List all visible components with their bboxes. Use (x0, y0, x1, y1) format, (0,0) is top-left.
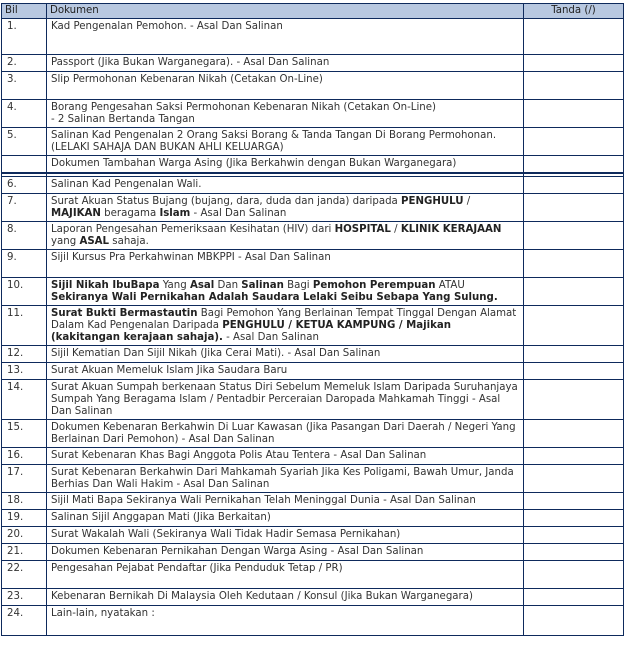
row-number: 24. (2, 605, 47, 635)
document-description (47, 345, 524, 362)
row-number: 16. (2, 447, 47, 464)
tick-cell[interactable] (524, 543, 624, 560)
document-text-bold: Islam (159, 207, 191, 219)
document-description (47, 379, 524, 419)
tick-cell[interactable] (524, 345, 624, 362)
row-number: 22. (2, 560, 47, 588)
document-text: sahaja. (109, 235, 149, 247)
tick-cell[interactable] (524, 72, 624, 100)
table-row (2, 176, 624, 193)
table-row (2, 560, 624, 588)
document-text-line: (LELAKI SAHAJA DAN BUKAN AHLI KELUARGA) (51, 142, 284, 153)
document-text-bold: Asal (189, 279, 215, 291)
row-number: 15. (2, 419, 47, 447)
table-row (2, 447, 624, 464)
document-text: - Asal Dan Salinan (222, 331, 319, 343)
table-row (2, 277, 624, 305)
document-text: Slip Permohonan Kebenaran Nikah (Cetakan On-Line) (51, 74, 323, 85)
document-text: Pengesahan Pejabat Pendaftar (Jika Penduduk Tetap / PR) (51, 562, 343, 574)
document-description (47, 447, 524, 464)
document-text-bold: Salinan (241, 279, 284, 291)
table-row (2, 305, 624, 345)
table-row (2, 221, 624, 249)
tick-cell[interactable] (524, 362, 624, 379)
checklist-table (1, 3, 624, 636)
row-number: 23. (2, 588, 47, 605)
document-text-line: - 2 Salinan Bertanda Tangan (51, 114, 195, 125)
table-row (2, 362, 624, 379)
tick-cell[interactable] (524, 560, 624, 588)
tick-cell[interactable] (524, 176, 624, 193)
row-number: 12. (2, 345, 47, 362)
document-text-bold: ASAL (79, 235, 110, 247)
tick-cell[interactable] (524, 305, 624, 345)
document-description (47, 19, 524, 55)
document-description (47, 55, 524, 72)
document-description (47, 464, 524, 492)
tick-cell[interactable] (524, 492, 624, 509)
document-description (47, 72, 524, 100)
table-header-row (2, 4, 624, 19)
table-row (2, 156, 624, 173)
document-text-bold: Pemohon Perempuan (312, 279, 436, 291)
row-number: 7. (2, 193, 47, 221)
tick-cell[interactable] (524, 221, 624, 249)
document-text-bold: KLINIK KERAJAAN (400, 223, 502, 235)
table-row (2, 100, 624, 128)
document-description (47, 156, 524, 173)
document-description (47, 128, 524, 156)
document-text: yang (51, 235, 80, 247)
document-text: Dan (214, 279, 242, 291)
document-text: Surat Akuan Sumpah berkenaan Status Diri Sebelum Memeluk Islam Daripada Suruhanjaya Sumpah Yang Beragama Islam / Pentadbir Perceraian Daropada Mahkamah Tinggi - Asal Dan Salinan (51, 381, 518, 417)
document-description (47, 509, 524, 526)
document-description (47, 176, 524, 193)
document-text: ATAU (435, 279, 465, 291)
document-text-bold: Sijil Nikah IbuBapa (51, 279, 160, 291)
row-number: 11. (2, 305, 47, 345)
tick-cell[interactable] (524, 464, 624, 492)
table-row (2, 128, 624, 156)
table-row (2, 55, 624, 72)
document-description (47, 526, 524, 543)
document-text: beragama (100, 207, 160, 219)
row-number: 8. (2, 221, 47, 249)
document-text: Yang (159, 279, 190, 291)
document-text-bold: MAJIKAN (51, 207, 101, 219)
document-text: Sijil Mati Bapa Sekiranya Wali Pernikahan Telah Meninggal Dunia - Asal Dan Salinan (51, 494, 476, 506)
row-number: 3. (2, 72, 47, 100)
tick-cell[interactable] (524, 55, 624, 72)
document-text: - Asal Dan Salinan (190, 207, 287, 219)
table-row (2, 464, 624, 492)
document-text-line: Salinan Kad Pengenalan 2 Orang Saksi Borang & Tanda Tangan Di Borang Permohonan. (51, 130, 497, 141)
table-row (2, 492, 624, 509)
row-number: 9. (2, 249, 47, 277)
document-description (47, 305, 524, 345)
document-text: / (463, 195, 471, 207)
header-dokumen: Dokumen (47, 4, 524, 19)
tick-cell[interactable] (524, 509, 624, 526)
table-row (2, 543, 624, 560)
row-number (2, 156, 47, 173)
row-number: 5. (2, 128, 47, 156)
document-description (47, 221, 524, 249)
tick-cell[interactable] (524, 277, 624, 305)
row-number: 14. (2, 379, 47, 419)
row-number: 20. (2, 526, 47, 543)
tick-cell[interactable] (524, 447, 624, 464)
document-text: Kebenaran Bernikah Di Malaysia Oleh Kedutaan / Konsul (Jika Bukan Warganegara) (51, 590, 473, 602)
table-row (2, 588, 624, 605)
row-number: 21. (2, 543, 47, 560)
tick-cell[interactable] (524, 19, 624, 55)
document-text: Sijil Kursus Pra Perkahwinan MBKPPI - Asal Dan Salinan (51, 251, 331, 263)
tick-cell[interactable] (524, 249, 624, 277)
tick-cell[interactable] (524, 100, 624, 128)
document-text: Surat Akuan Status Bujang (bujang, dara, duda dan janda) daripada (51, 195, 402, 207)
document-text: Salinan Sijil Anggapan Mati (Jika Berkaitan) (51, 511, 271, 523)
document-description (47, 605, 524, 635)
document-text: Laporan Pengesahan Pemeriksaan Kesihatan (HIV) dari (51, 223, 335, 235)
header-bil: Bil (2, 4, 47, 19)
tick-cell[interactable] (524, 128, 624, 156)
header-tanda: Tanda (/) (524, 4, 624, 19)
row-number: 1. (2, 19, 47, 55)
document-text: Surat Wakalah Wali (Sekiranya Wali Tidak Hadir Semasa Pernikahan) (51, 528, 401, 540)
checklist-body (2, 19, 624, 636)
document-text: Lain-lain, nyatakan : (51, 607, 155, 619)
row-number: 6. (2, 176, 47, 193)
table-row (2, 509, 624, 526)
document-description (47, 249, 524, 277)
document-description (47, 588, 524, 605)
document-description (47, 560, 524, 588)
tick-cell[interactable] (524, 605, 624, 635)
table-row (2, 379, 624, 419)
document-text-bold: HOSPITAL (334, 223, 391, 235)
row-number: 19. (2, 509, 47, 526)
row-number: 13. (2, 362, 47, 379)
document-text-bold: PENGHULU / KETUA KAMPUNG / Majikan (kakitangan kerajaan sahaja). (51, 319, 452, 343)
document-text: Dokumen Kebenaran Pernikahan Dengan Warga Asing - Asal Dan Salinan (51, 545, 424, 557)
table-row (2, 526, 624, 543)
document-text: Surat Akuan Memeluk Islam Jika Saudara Baru (51, 364, 288, 376)
document-description (47, 543, 524, 560)
document-text: Surat Kebenaran Berkahwin Dari Mahkamah Syariah Jika Kes Poligami, Bawah Umur, Janda Berhias Dan Wali Hakim - Asal Dan Salinan (51, 466, 514, 490)
table-row (2, 419, 624, 447)
document-description (47, 277, 524, 305)
document-text: Sijil Kematian Dan Sijil Nikah (Jika Cerai Mati). - Asal Dan Salinan (51, 347, 381, 359)
tick-cell[interactable] (524, 156, 624, 173)
document-text: Bagi Pemohon Yang Berlainan Tempat Tinggal Dengan Alamat Dalam Kad Pengenalan Daripada (51, 307, 517, 331)
tick-cell[interactable] (524, 588, 624, 605)
row-number: 17. (2, 464, 47, 492)
document-description (47, 100, 524, 128)
tick-cell[interactable] (524, 419, 624, 447)
document-text: / (390, 223, 401, 235)
document-description (47, 492, 524, 509)
document-text: Dokumen Kebenaran Berkahwin Di Luar Kawasan (Jika Pasangan Dari Daerah / Negeri Yang Berlainan Dari Pemohon) - Asal Dan Salinan (51, 421, 516, 445)
document-description (47, 193, 524, 221)
document-text: Surat Kebenaran Khas Bagi Anggota Polis Atau Tentera - Asal Dan Salinan (51, 449, 427, 461)
document-description (47, 419, 524, 447)
table-row (2, 72, 624, 100)
document-text-line: Borang Pengesahan Saksi Permohonan Kebenaran Nikah (Cetakan On-Line) (51, 102, 436, 113)
document-text-bold: PENGHULU (401, 195, 464, 207)
table-row (2, 193, 624, 221)
document-description (47, 362, 524, 379)
document-checklist (1, 3, 623, 636)
tick-cell[interactable] (524, 379, 624, 419)
tick-cell[interactable] (524, 526, 624, 543)
table-row (2, 345, 624, 362)
row-number: 2. (2, 55, 47, 72)
document-text-bold: Sekiranya Wali Pernikahan Adalah Saudara Lelaki Seibu Sebapa Yang Sulung. (51, 291, 498, 303)
row-number: 18. (2, 492, 47, 509)
document-text: Passport (Jika Bukan Warganegara). - Asal Dan Salinan (51, 57, 330, 68)
document-text: Bagi (283, 279, 313, 291)
document-text: Dokumen Tambahan Warga Asing (Jika Berkahwin dengan Bukan Warganegara) (51, 158, 457, 169)
tick-cell[interactable] (524, 193, 624, 221)
table-row (2, 249, 624, 277)
row-number: 4. (2, 100, 47, 128)
document-text: Kad Pengenalan Pemohon. - Asal Dan Salinan (51, 21, 283, 32)
document-text: Salinan Kad Pengenalan Wali. (51, 178, 202, 190)
table-row (2, 605, 624, 635)
row-number: 10. (2, 277, 47, 305)
table-row (2, 19, 624, 55)
document-text-bold: Surat Bukti Bermastautin (51, 307, 198, 319)
